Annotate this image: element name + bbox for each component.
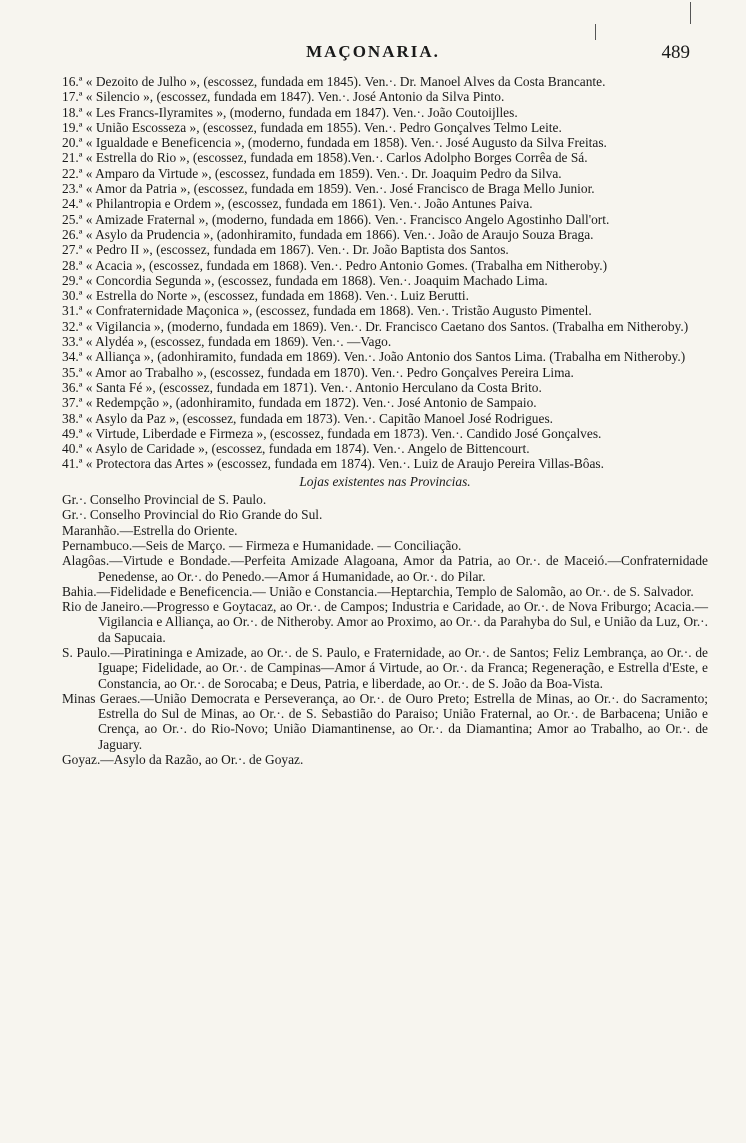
lodge-entry bbox=[62, 380, 708, 395]
lodge-entry bbox=[62, 120, 708, 135]
page-header bbox=[0, 42, 746, 66]
lodge-text: « Vigilancia », (moderno, fundada em 1869). Ven.·. Dr. Francisco Caetano dos Santos. (Trabalha em Nitheroby.) bbox=[85, 318, 689, 334]
page-body bbox=[62, 74, 708, 767]
lodge-text: « União Escosseza », (escossez, fundada em 1855). Ven.·. Pedro Gonçalves Telmo Leite. bbox=[85, 119, 562, 135]
lodge-entry bbox=[62, 166, 708, 181]
lodge-text: « Dezoito de Julho », (escossez, fundada em 1845). Ven.·. Dr. Manoel Alves da Costa Brancante. bbox=[85, 74, 606, 89]
lodge-number: 21.ª bbox=[62, 150, 83, 166]
lodge-number: 19.ª bbox=[62, 119, 83, 135]
lodge-text: « Amor da Patria », (escossez, fundada em 1859). Ven.·. José Francisco de Braga Mello Junior. bbox=[85, 181, 595, 197]
lodge-number: 22.ª bbox=[62, 165, 83, 181]
lodge-number: 23.ª bbox=[62, 181, 83, 197]
lodge-number: 28.ª bbox=[62, 257, 83, 273]
province-entry: Rio de Janeiro.—Progresso e Goytacaz, ao Or.·. de Campos; Industria e Caridade, ao Or.·. de Nova Friburgo; Acacia.—Vigilancia e Alliança, ao Or.·. de Nitheroby. Amor ao Proximo, ao Or.·. da Parahyba do Sul, e União da Luz, Or.·. da Sapucaia. bbox=[62, 599, 708, 645]
lodge-text: « Les Francs-Ilyramites », (moderno, fundada em 1847). Ven.·. João Coutoijlles. bbox=[85, 104, 518, 120]
lodge-entry bbox=[62, 212, 708, 227]
margin-rule-mark-small bbox=[595, 24, 596, 40]
lodge-text: « Protectora das Artes » (escossez, fundada em 1874). Ven.·. Luiz de Araujo Pereira Villas-Bôas. bbox=[85, 456, 604, 472]
province-entry: Gr.·. Conselho Provincial do Rio Grande do Sul. bbox=[62, 507, 323, 523]
lodge-text: « Concordia Segunda », (escossez, fundada em 1868). Ven.·. Joaquim Machado Lima. bbox=[85, 272, 548, 288]
page-number: 489 bbox=[661, 42, 690, 63]
lodge-entry bbox=[62, 258, 708, 273]
lodge-entry bbox=[62, 395, 708, 410]
province-entry: Bahia.—Fidelidade e Beneficencia.— União e Constancia.—Heptarchia, Templo de Salomão, ao Or.·. de S. Salvador. bbox=[62, 583, 694, 599]
lodge-entry bbox=[62, 303, 708, 318]
lodge-number: 16.ª bbox=[62, 74, 83, 89]
province-entry: Goyaz.—Asylo da Razão, ao Or.·. de Goyaz. bbox=[62, 752, 304, 768]
lodge-number: 40.ª bbox=[62, 441, 83, 457]
lodge-number: 29.ª bbox=[62, 272, 83, 288]
lodge-number: 38.ª bbox=[62, 410, 83, 426]
lodge-text: « Confraternidade Maçonica », (escossez, fundada em 1868). Ven.·. Tristão Augusto Pimentel. bbox=[85, 303, 592, 319]
lodge-number: 25.ª bbox=[62, 211, 83, 227]
province-entry: Alagôas.—Virtude e Bondade.—Perfeita Amizade Alagoana, Amor da Patria, ao Or.·. de Maceió.—Confraternidade Penedense, ao Or.·. do Penedo.—Amor á Humanidade, ao Or.·. do Pilar. bbox=[62, 553, 708, 584]
lodge-entry bbox=[62, 426, 708, 441]
lodge-number: 37.ª bbox=[62, 395, 83, 411]
lodge-text: « Amor ao Trabalho », (escossez, fundada em 1870). Ven.·. Pedro Gonçalves Pereira Lima. bbox=[85, 364, 574, 380]
lodge-text: « Asylo da Paz », (escossez, fundada em 1873). Ven.·. Capitão Manoel José Rodrigues. bbox=[85, 410, 554, 426]
lodge-text: « Acacia », (escossez, fundada em 1868). Ven.·. Pedro Antonio Gomes. (Trabalha em Nitheroby.) bbox=[85, 257, 608, 273]
lodge-entry bbox=[62, 365, 708, 380]
margin-rule-mark bbox=[690, 2, 691, 24]
lodge-text: « Philantropia e Ordem », (escossez, fundada em 1861). Ven.·. João Antunes Paiva. bbox=[85, 196, 533, 212]
lodge-entry bbox=[62, 273, 708, 288]
lodge-number: 35.ª bbox=[62, 364, 83, 380]
lodge-entry bbox=[62, 411, 708, 426]
lodge-number: 31.ª bbox=[62, 303, 83, 319]
lodge-text: « Estrella do Rio », (escossez, fundada em 1858).Ven.·. Carlos Adolpho Borges Corrêa de Sá. bbox=[85, 150, 588, 166]
lodge-entry bbox=[62, 181, 708, 196]
lodge-text: « Redempção », (adonhiramito, fundada em 1872). Ven.·. José Antonio de Sampaio. bbox=[85, 395, 537, 411]
lodge-text: « Asylo da Prudencia », (adonhiramito, fundada em 1866). Ven.·. João de Araujo Souza Braga. bbox=[85, 226, 594, 242]
lodge-number: 18.ª bbox=[62, 104, 83, 120]
lodge-entry bbox=[62, 319, 708, 334]
lodge-number: 33.ª bbox=[62, 334, 83, 350]
lodge-text: « Asylo de Caridade », (escossez, fundada em 1874). Ven.·. Angelo de Bittencourt. bbox=[85, 441, 530, 457]
lodge-entry bbox=[62, 288, 708, 303]
province-list bbox=[62, 492, 708, 767]
lodge-number: 34.ª bbox=[62, 349, 83, 365]
lodge-entry bbox=[62, 150, 708, 165]
province-entry: Minas Geraes.—União Democrata e Perseverança, ao Or.·. de Ouro Preto; Estrella de Minas, ao Or.·. do Sacramento; Estrella do Sul de Minas, ao Or.·. de S. Sebastião do Paraiso; União Fraternal, ao Or.·. de Barbacena; União e Crença, ao Or.·. do Rio-Novo; União Diamantinense, ao Or.·. da Diamantina; Amor ao Trabalho, ao Or.·. de Jaguary. bbox=[62, 690, 708, 752]
lodge-text: « Igualdade e Beneficencia », (moderno, fundada em 1858). Ven.·. José Augusto da Silva Freitas. bbox=[85, 135, 607, 151]
lodge-number: 30.ª bbox=[62, 288, 83, 304]
lodge-entry bbox=[62, 196, 708, 211]
province-entry: S. Paulo.—Piratininga e Amizade, ao Or.·. de S. Paulo, e Fraternidade, ao Or.·. de Santos; Feliz Lembrança, ao Or.·. de Iguape; Fidelidade, ao Or.·. de Campinas—Amor á Virtude, ao Or.·. da Franca; Regeneração, e Estrella d'Este, e Constancia, ao Or.·. de Sorocaba; e Deus, Patria, e liberdade, ao Or.·. de S. João da Boa-Vista. bbox=[62, 644, 708, 691]
lodge-number: 41.ª bbox=[62, 456, 83, 472]
province-entry: Maranhão.—Estrella do Oriente. bbox=[62, 522, 238, 538]
lodge-text: « Amparo da Virtude », (escossez, fundada em 1859). Ven.·. Dr. Joaquim Pedro da Silva. bbox=[85, 165, 562, 181]
province-entry: Gr.·. Conselho Provincial de S. Paulo. bbox=[62, 492, 267, 508]
running-title: MAÇONARIA. bbox=[306, 42, 440, 61]
lodge-text: « Alliança », (adonhiramito, fundada em 1869). Ven.·. João Antonio dos Santos Lima. (Trabalha em Nitheroby.) bbox=[85, 349, 686, 365]
lodge-text: « Amizade Fraternal », (moderno, fundada em 1866). Ven.·. Francisco Angelo Agostinho Dall'ort. bbox=[85, 211, 610, 227]
lodge-number: 32.ª bbox=[62, 318, 83, 334]
lodge-number: 20.ª bbox=[62, 135, 83, 151]
lodge-text: « Santa Fé », (escossez, fundada em 1871). Ven.·. Antonio Herculano da Costa Brito. bbox=[85, 379, 542, 395]
lodge-entry bbox=[62, 334, 708, 349]
lodge-text: « Silencio », (escossez, fundada em 1847). Ven.·. José Antonio da Silva Pinto. bbox=[85, 89, 505, 105]
lodge-entry bbox=[62, 242, 708, 257]
lodge-entry bbox=[62, 105, 708, 120]
lodge-entry bbox=[62, 74, 708, 89]
lodge-list bbox=[62, 74, 708, 472]
lodge-text: « Pedro II », (escossez, fundada em 1867). Ven.·. Dr. João Baptista dos Santos. bbox=[85, 242, 509, 258]
lodge-entry bbox=[62, 456, 708, 471]
provinces-heading: Lojas existentes nas Provincias. bbox=[299, 473, 471, 489]
lodge-entry bbox=[62, 227, 708, 242]
lodge-number: 26.ª bbox=[62, 226, 83, 242]
lodge-number: 24.ª bbox=[62, 196, 83, 212]
lodge-text: « Virtude, Liberdade e Firmeza », (escossez, fundada em 1873). Ven.·. Candido José Gonçalves. bbox=[85, 425, 602, 441]
lodge-entry bbox=[62, 441, 708, 456]
lodge-text: « Estrella do Norte », (escossez, fundada em 1868). Ven.·. Luiz Berutti. bbox=[85, 288, 469, 304]
lodge-number: 49.ª bbox=[62, 425, 83, 441]
lodge-entry bbox=[62, 349, 708, 364]
lodge-text: « Alydéa », (escossez, fundada em 1869). Ven.·. —Vago. bbox=[85, 334, 392, 350]
lodge-number: 36.ª bbox=[62, 379, 83, 395]
lodge-number: 17.ª bbox=[62, 89, 83, 105]
lodge-entry bbox=[62, 135, 708, 150]
province-entry: Pernambuco.—Seis de Março. — Firmeza e Humanidade. — Conciliação. bbox=[62, 537, 462, 553]
lodge-entry bbox=[62, 89, 708, 104]
lodge-number: 27.ª bbox=[62, 242, 83, 258]
